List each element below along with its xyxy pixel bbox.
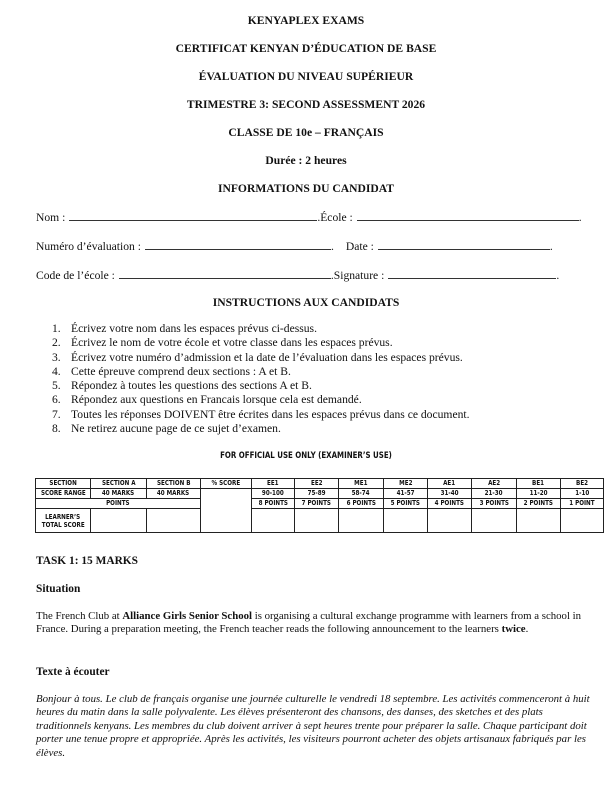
table-row — [36, 479, 604, 489]
instruction-item: 3. Écrivez votre numéro d’admission et la date de l’évaluation dans les espaces prévus. — [52, 350, 463, 364]
section-b-marks: 40 MARKS — [147, 489, 201, 499]
school-field[interactable] — [357, 210, 579, 221]
twice-emphasis: twice — [501, 623, 526, 636]
range-cell: 11-20 — [517, 489, 561, 499]
listening-text-heading: Texte à écouter — [36, 666, 110, 678]
blank-cell[interactable] — [295, 509, 339, 533]
instruction-item: 7. Toutes les réponses DOIVENT être écrites dans les espaces prévus dans ce document. — [52, 407, 470, 421]
exam-body-title: KENYAPLEX EXAMS — [247, 14, 365, 27]
instructions-list — [52, 322, 470, 436]
date-label: Date : — [345, 240, 374, 253]
points-cell: 2 POINTS — [517, 499, 561, 509]
signature-field[interactable] — [388, 268, 556, 279]
section-b-header: SECTION B — [147, 479, 201, 489]
candidate-info-heading: INFORMATIONS DU CANDIDAT — [217, 182, 395, 195]
term-title: TRIMESTRE 3: SECOND ASSESSMENT 2026 — [186, 98, 426, 111]
blank-cell[interactable] — [384, 509, 428, 533]
date-field[interactable] — [378, 239, 550, 250]
instruction-item: 6. Répondez aux questions en Francais lorsque cela est demandé. — [52, 393, 362, 407]
blank-cell[interactable] — [561, 509, 604, 533]
section-a-marks: 40 MARKS — [91, 489, 147, 499]
task-heading: TASK 1: 15 MARKS — [36, 555, 138, 567]
range-cell: 31-40 — [428, 489, 472, 499]
listening-text-paragraph: Bonjour à tous. Le club de français organise une journée culturelle le vendredi 18 septembre. Les activités commenceront à huit heures du matin dans la salle polyvalente. Les élèves présenteront des chansons, des danses, des sketches et des plats traditionnels kenyans. Les membres du club doivent arriver à sept heures trente pour préparer la salle. Chaque participant doit porter une tenue propre et appropriée. Après les activités, les visiteurs pourront acheter des objets artisanaux fabriqués par les élèves. — [36, 693, 590, 759]
points-cell: 1 POINT — [561, 499, 604, 509]
section-a-header: SECTION A — [91, 479, 147, 489]
level-cell: AE2 — [472, 479, 517, 489]
official-use-heading: FOR OFFICIAL USE ONLY (EXAMINER’S USE) — [220, 451, 392, 461]
level-title: ÉVALUATION DU NIVEAU SUPÉRIEUR — [198, 70, 414, 83]
table-row — [36, 489, 604, 499]
duration: Durée : 2 heures — [265, 154, 347, 167]
school-label: .École : — [317, 211, 353, 224]
situation-heading: Situation — [36, 583, 81, 595]
score-table — [35, 478, 604, 533]
table-row — [36, 499, 604, 509]
section-header: SECTION — [36, 479, 91, 489]
score-range-label: SCORE RANGE — [36, 489, 91, 499]
level-cell: BE1 — [517, 479, 561, 489]
blank-cell[interactable] — [252, 509, 295, 533]
school-code-label: Code de l’école : — [36, 269, 115, 282]
pct-score-header: % SCORE — [201, 479, 252, 489]
name-label: Nom : — [36, 211, 66, 224]
level-cell: EE2 — [295, 479, 339, 489]
points-cell: 6 POINTS — [339, 499, 384, 509]
signature-label: .Signature : — [330, 269, 385, 282]
assessment-number-field[interactable] — [145, 239, 331, 250]
pct-score-cell[interactable] — [201, 489, 252, 533]
level-cell: BE2 — [561, 479, 604, 489]
instruction-item: 1. Écrivez votre nom dans les espaces prévus ci-dessus. — [52, 322, 317, 335]
range-cell: 90-100 — [252, 489, 295, 499]
blank-cell[interactable] — [428, 509, 472, 533]
code-signature-row: Code de l’école : .Signature : . — [36, 269, 560, 282]
points-cell: 4 POINTS — [428, 499, 472, 509]
learner-score-b[interactable] — [147, 509, 201, 533]
assessment-number-label: Numéro d’évaluation : — [36, 240, 141, 253]
points-cell: 7 POINTS — [295, 499, 339, 509]
blank-cell[interactable] — [472, 509, 517, 533]
number-date-row: Numéro d’évaluation : . Date : . — [36, 240, 553, 253]
range-cell: 21-30 — [472, 489, 517, 499]
level-cell: AE1 — [428, 479, 472, 489]
class-title: CLASSE DE 10e – FRANÇAIS — [228, 126, 384, 139]
points-label: POINTS — [36, 499, 201, 509]
school-name: Alliance Girls Senior School — [122, 610, 253, 622]
table-row — [36, 509, 604, 533]
instruction-item: 2. Écrivez le nom de votre école et votre classe dans les espaces prévus. — [52, 336, 393, 350]
range-cell: 58-74 — [339, 489, 384, 499]
instruction-item: 5. Répondez à toutes les questions des sections A et B. — [52, 379, 312, 393]
points-cell: 5 POINTS — [384, 499, 428, 509]
learner-total-label: LEARNER’S TOTAL SCORE — [36, 509, 91, 533]
blank-cell[interactable] — [517, 509, 561, 533]
instruction-item: 4. Cette épreuve comprend deux sections : A et B. — [52, 364, 291, 378]
points-cell: 3 POINTS — [472, 499, 517, 509]
instruction-item: 8. Ne retirez aucune page de ce sujet d’examen. — [52, 422, 281, 436]
range-cell: 75-89 — [295, 489, 339, 499]
level-cell: ME2 — [384, 479, 428, 489]
range-cell: 41-57 — [384, 489, 428, 499]
name-school-row: Nom : .École : . — [36, 211, 582, 224]
learner-score-a[interactable] — [91, 509, 147, 533]
level-cell: EE1 — [252, 479, 295, 489]
points-cell: 8 POINTS — [252, 499, 295, 509]
range-cell: 1-10 — [561, 489, 604, 499]
situation-paragraph: The French Club at Alliance Girls Senior School is organising a cultural exchange programme with learners from a school in France. During a preparation meeting, the French teacher reads the following announcement to the learners twice. — [36, 610, 582, 636]
instructions-heading: INSTRUCTIONS AUX CANDIDATS — [212, 296, 400, 309]
certificate-title: CERTIFICAT KENYAN D’ÉDUCATION DE BASE — [175, 42, 437, 55]
level-cell: ME1 — [339, 479, 384, 489]
blank-cell[interactable] — [339, 509, 384, 533]
name-field[interactable] — [69, 210, 317, 221]
school-code-field[interactable] — [119, 268, 331, 279]
